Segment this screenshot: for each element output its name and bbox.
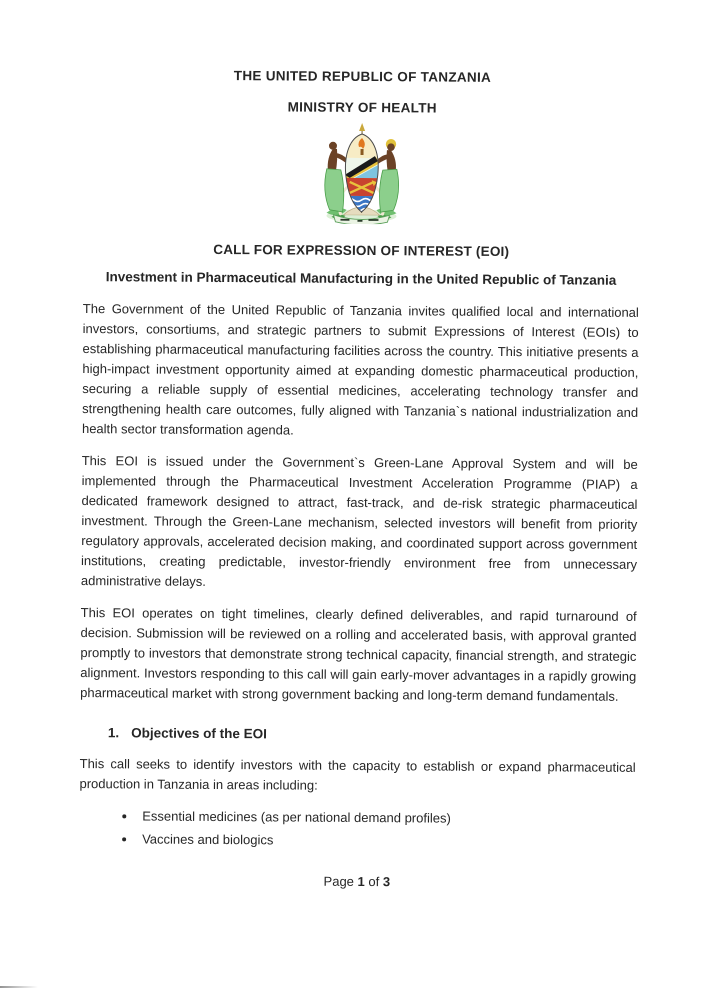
eoi-call-title: CALL FOR EXPRESSION OF INTEREST (EOI) (213, 241, 510, 260)
section-title: Objectives of the EOI (131, 725, 267, 742)
section-heading-objectives (108, 725, 636, 744)
bullet-item: • Essential medicines (as per national demand profiles) (137, 804, 635, 830)
section-intro: This call seeks to identify investors with the capacity to establish or expand pharmaceutical production in Tanzania in areas including: (79, 756, 636, 793)
paragraph-3: This EOI operates on tight timelines, clearly defined deliverables, and rapid turnaround of decision. Submission will be reviewed on a rolling and accelerated basis, with approval granted promptly to investors that demonstrate strong technical capacity, financial strength, and strategic alignment. Investors responding to this call will gain early-mover advantages in a rapidly growing pharmaceutical market with strong government backing and long-term demand fundamentals. (80, 605, 637, 704)
objectives-bullet-list (79, 804, 635, 854)
paragraph-2: This EOI is issued under the Government`s Green-Lane Approval System and will be implemented through the Pharmaceutical Investment Acceleration Programme (PIAP) a dedicated framework designed to attract, fast-track, and de-risk strategic pharmaceutical investment. Through the Green-Lane mechanism, selected investors will benefit from priority regulatory approvals, accelerated decision making, and coordinated support across government institutions, creating predictable, investor-friendly environment free from unnecessary administrative delays. (80, 453, 638, 589)
footer-of-text: of (364, 874, 383, 890)
doc-subtitle: Investment in Pharmaceutical Manufacturing in the United Republic of Tanzania (105, 269, 617, 288)
footer-page-number: 1 (357, 873, 365, 890)
emblem-container (83, 118, 640, 231)
footer-label: Page (323, 873, 358, 889)
document-content (79, 0, 641, 891)
section-number: 1. (107, 725, 120, 741)
footer-page-total: 3 (382, 874, 391, 890)
bullet-item: • Vaccines and biologics (137, 827, 635, 853)
ministry-title: MINISTRY OF HEALTH (287, 99, 437, 116)
country-title: THE UNITED REPUBLIC OF TANZANIA (233, 68, 492, 85)
tanzania-coat-of-arms-icon (309, 120, 414, 230)
page-footer (79, 872, 635, 891)
paragraph-1: The Government of the United Republic of Tanzania invites qualified local and international investors, consortiums, and strategic partners to submit Expressions of Interest (EOIs) to establishing pharmaceutical manufacturing facilities across the country. This initiative presents a high-impact investment opportunity aimed at expanding domestic pharmaceutical production, securing a reliable supply of essential medicines, accelerating technology transfer and strengthening health care outcomes, fully aligned with Tanzania`s national industrialization and health sector transformation agenda. (81, 301, 639, 438)
scan-artifact-line (0, 986, 38, 988)
